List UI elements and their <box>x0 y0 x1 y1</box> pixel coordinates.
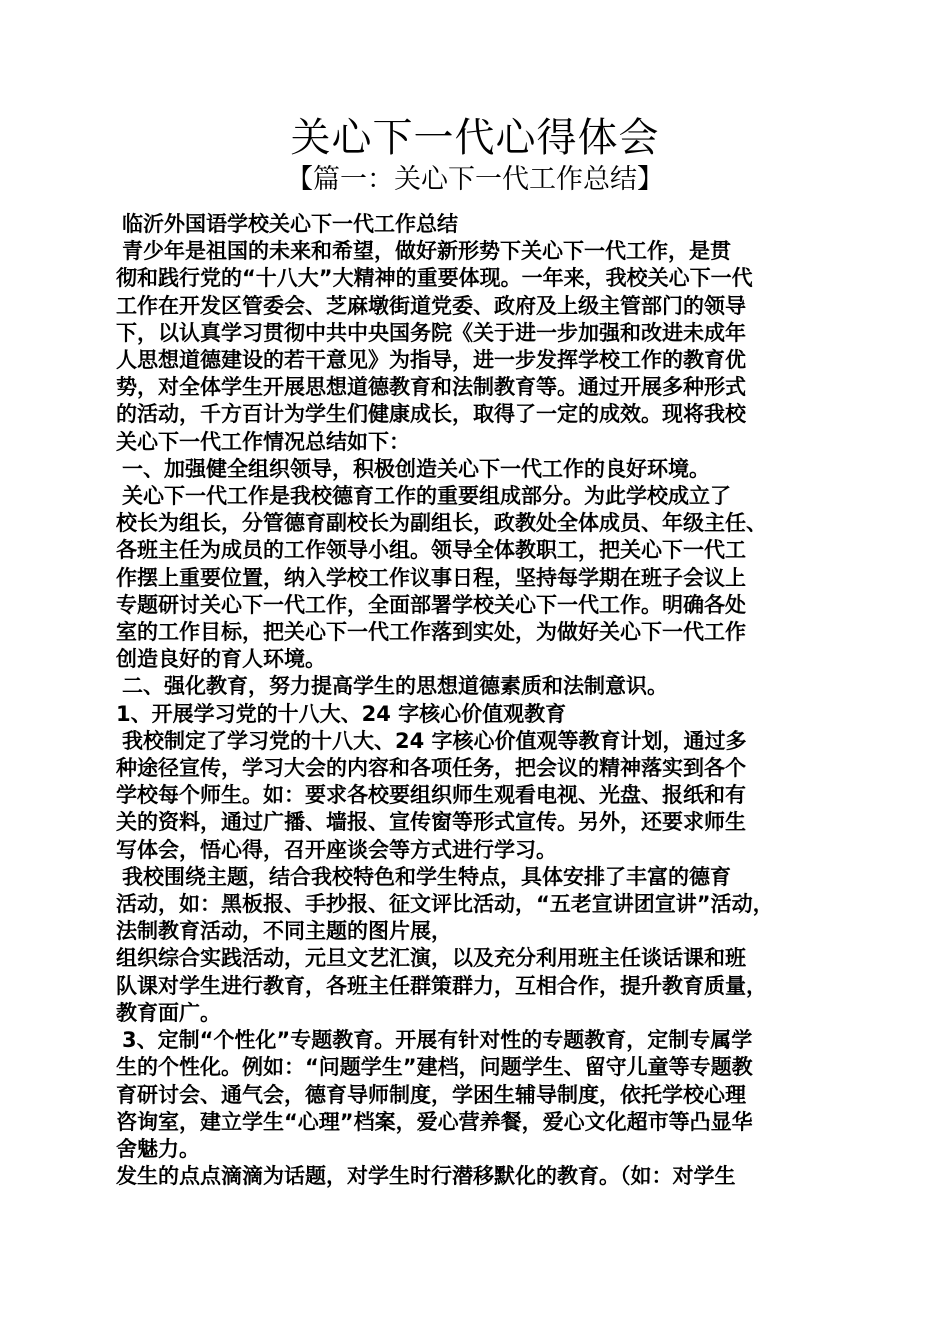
subsection-heading-3: 3、定制“个性化”专题教育。开展有针对性的专题教育，定制专属学 <box>122 1028 753 1053</box>
body-line: 活动，如：黑板报、手抄报、征文评比活动，“五老宣讲团宣讲”活动， <box>116 892 774 917</box>
body-line: 舍魅力。 <box>116 1136 200 1161</box>
body-line: 势，对全体学生开展思想道德教育和法制教育等。通过开展多种形式 <box>116 375 746 400</box>
body-line: 我校围绕主题，结合我校特色和学生特点，具体安排了丰富的德育 <box>122 864 731 889</box>
body-line: 工作在开发区管委会、芝麻墩街道党委、政府及上级主管部门的领导 <box>116 293 746 318</box>
body-line: 组织综合实践活动，元旦文艺汇演，以及充分利用班主任谈话课和班 <box>116 946 746 971</box>
body-line: 法制教育活动，不同主题的图片展， <box>116 919 452 944</box>
body-line: 育研讨会、通气会，德育导师制度，学困生辅导制度，依托学校心理 <box>116 1082 746 1107</box>
body-line: 咨询室，建立学生“心理”档案，爱心营养餐，爱心文化超市等凸显华 <box>116 1109 753 1134</box>
body-line: 教育面广。 <box>116 1000 221 1025</box>
body-line: 专题研讨关心下一代工作，全面部署学校关心下一代工作。明确各处 <box>116 592 746 617</box>
document-title: 关心下一代心得体会 <box>290 115 660 161</box>
section-heading-one: 一、加强健全组织领导，积极创造关心下一代工作的良好环境。 <box>122 456 710 481</box>
body-line: 关心下一代工作是我校德育工作的重要组成部分。为此学校成立了 <box>122 484 731 509</box>
body-line: 生的个性化。例如：“问题学生”建档，问题学生、留守儿童等专题教 <box>116 1055 753 1080</box>
body-line: 的活动，千方百计为学生们健康成长，取得了一定的成效。现将我校 <box>116 402 746 427</box>
body-line: 室的工作目标，把关心下一代工作落到实处，为做好关心下一代工作 <box>116 620 746 645</box>
body-line: 发生的点点滴滴为话题，对学生时行潜移默化的教育。（如：对学生 <box>116 1164 736 1189</box>
body-line: 队课对学生进行教育，各班主任群策群力，互相合作，提升教育质量， <box>116 973 767 998</box>
section-heading-school: 临沂外国语学校关心下一代工作总结 <box>122 212 458 236</box>
body-line: 下，以认真学习贯彻中共中央国务院《关于进一步加强和改进未成年 <box>116 320 746 345</box>
body-line: 我校制定了学习党的十八大、24 字核心价值观等教育计划，通过多 <box>122 728 747 753</box>
document-subtitle: 【篇一：关心下一代工作总结】 <box>286 164 664 195</box>
body-line: 作摆上重要位置，纳入学校工作议事日程，坚持每学期在班子会议上 <box>116 565 746 590</box>
body-line: 各班主任为成员的工作领导小组。领导全体教职工，把关心下一代工 <box>116 538 746 563</box>
body-line: 种途径宣传，学习大会的内容和各项任务，把会议的精神落实到各个 <box>116 756 746 781</box>
body-line: 校长为组长，分管德育副校长为副组长，政教处全体成员、年级主任、 <box>116 511 767 536</box>
section-heading-two: 二、强化教育，努力提高学生的思想道德素质和法制意识。 <box>122 674 668 699</box>
subsection-heading-1: 1、开展学习党的十八大、24 字核心价值观教育 <box>116 701 567 726</box>
body-line: 人思想道德建设的若干意见》为指导，进一步发挥学校工作的教育优 <box>116 348 746 373</box>
body-line: 创造良好的育人环境。 <box>116 647 326 672</box>
body-line: 关的资料，通过广播、墙报、宣传窗等形式宣传。另外，还要求师生 <box>116 810 746 835</box>
body-line: 学校每个师生。如：要求各校要组织师生观看电视、光盘、报纸和有 <box>116 783 746 808</box>
body-line: 青少年是祖国的未来和希望，做好新形势下关心下一代工作，是贯 <box>122 239 731 264</box>
body-line: 关心下一代工作情况总结如下： <box>116 429 410 454</box>
body-line: 彻和践行党的“十八大”大精神的重要体现。一年来，我校关心下一代 <box>116 266 753 291</box>
body-line: 写体会，悟心得，召开座谈会等方式进行学习。 <box>116 837 557 862</box>
document-body <box>116 211 844 1190</box>
